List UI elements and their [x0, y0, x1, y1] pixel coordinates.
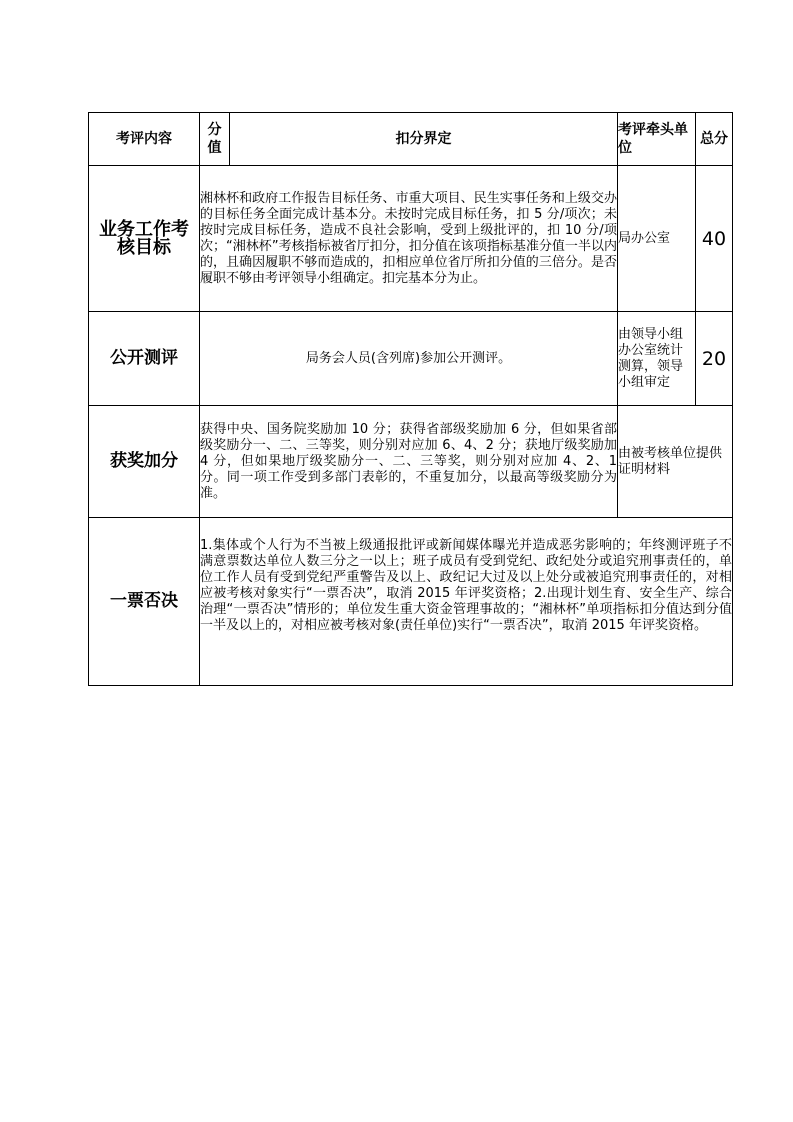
- row-category: 一票否决: [89, 518, 200, 686]
- row-category: 获奖加分: [89, 406, 200, 518]
- table-row: [89, 312, 733, 406]
- evaluation-table: [88, 112, 733, 686]
- header-category: 考评内容: [89, 113, 200, 166]
- header-row: [89, 113, 733, 166]
- row-category: 业务工作考核目标: [89, 166, 200, 312]
- row-criteria: 获得中央、国务院奖励加 10 分；获得省部级奖励加 6 分，但如果省部级奖励分一、二、三等奖，则分别对应加 6、4、2 分；获地厅级奖励加 4 分，但如果地厅级奖励分一、二、三等奖，则分别对应加 4、2、1 分。同一项工作受到多部门表彰的，不重复加分，以最高等级奖励分为准。: [200, 406, 618, 518]
- row-lead-unit: 由领导小组办公室统计测算，领导小组审定: [618, 312, 696, 406]
- header-total: 总分: [696, 113, 733, 166]
- row-category: 公开测评: [89, 312, 200, 406]
- table-row: [89, 518, 733, 686]
- row-total: 20: [696, 312, 733, 406]
- header-lead-unit: 考评牵头单位: [618, 113, 696, 166]
- row-criteria: 1.集体或个人行为不当被上级通报批评或新闻媒体曝光并造成恶劣影响的；年终测评班子不满意票数达单位人数三分之一以上；班子成员有受到党纪、政纪处分或追究刑事责任的，单位工作人员有受到党纪严重警告及以上、政纪记大过及以上处分或被追究刑事责任的，对相应被考核对象实行“一票否决”，取消 2015 年评奖资格；2.出现计划生育、安全生产、综合治理“一票否决”情形的；单位发生重大资金管理事故的；“湘林杯”单项指标扣分值达到分值一半及以上的，对相应被考核对象(责任单位)实行“一票否决”，取消 2015 年评奖资格。: [200, 518, 733, 686]
- row-total: 40: [696, 166, 733, 312]
- header-value: 分值: [200, 113, 230, 166]
- row-lead-unit: 由被考核单位提供证明材料: [618, 406, 733, 518]
- table-row: [89, 166, 733, 312]
- row-criteria: 湘林杯和政府工作报告目标任务、市重大项目、民生实事任务和上级交办的目标任务全面完成计基本分。未按时完成目标任务，扣 5 分/项次；未按时完成目标任务，造成不良社会影响，受到上级批评的，扣 10 分/项次；“湘林杯”考核指标被省厅扣分，扣分值在该项指标基准分值一半以内的，且确因履职不够而造成的，扣相应单位省厅所扣分值的三倍分。是否履职不够由考评领导小组确定。扣完基本分为止。: [200, 166, 618, 312]
- header-criteria: 扣分界定: [230, 113, 618, 166]
- table-row: [89, 406, 733, 518]
- row-lead-unit: 局办公室: [618, 166, 696, 312]
- row-criteria: 局务会人员(含列席)参加公开测评。: [200, 312, 618, 406]
